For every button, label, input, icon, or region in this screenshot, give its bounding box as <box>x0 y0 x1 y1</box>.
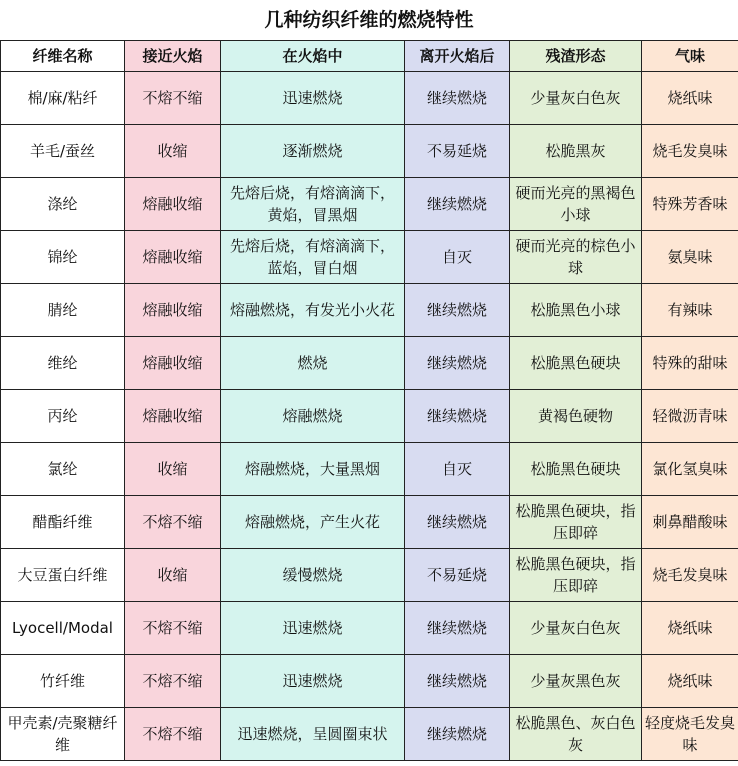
cell-in-flame: 熔融燃烧，产生火花 <box>221 496 405 549</box>
table-row <box>1 496 738 549</box>
table-row <box>1 443 738 496</box>
cell-fiber-name: 竹纤维 <box>1 655 125 708</box>
cell-in-flame: 迅速燃烧 <box>221 602 405 655</box>
cell-in-flame: 逐渐燃烧 <box>221 125 405 178</box>
cell-after-flame: 继续燃烧 <box>405 496 510 549</box>
cell-odor: 轻微沥青味 <box>642 390 738 443</box>
header-after-flame: 离开火焰后 <box>405 41 510 72</box>
table-row <box>1 337 738 390</box>
cell-odor: 烧纸味 <box>642 655 738 708</box>
cell-in-flame: 先熔后烧，有熔滴滴下，蓝焰，冒白烟 <box>221 231 405 284</box>
cell-residue: 黄褐色硬物 <box>510 390 642 443</box>
cell-fiber-name: 涤纶 <box>1 178 125 231</box>
table-row <box>1 178 738 231</box>
cell-after-flame: 继续燃烧 <box>405 655 510 708</box>
cell-after-flame: 自灭 <box>405 443 510 496</box>
cell-near-flame: 不熔不缩 <box>125 708 221 761</box>
cell-residue: 松脆黑色小球 <box>510 284 642 337</box>
header-near-flame: 接近火焰 <box>125 41 221 72</box>
cell-fiber-name: 甲壳素/壳聚糖纤维 <box>1 708 125 761</box>
cell-after-flame: 自灭 <box>405 231 510 284</box>
table-row <box>1 72 738 125</box>
table-row <box>1 549 738 602</box>
cell-odor: 烧毛发臭味 <box>642 125 738 178</box>
cell-near-flame: 不熔不缩 <box>125 72 221 125</box>
cell-fiber-name: 羊毛/蚕丝 <box>1 125 125 178</box>
cell-near-flame: 收缩 <box>125 549 221 602</box>
cell-in-flame: 熔融燃烧，有发光小火花 <box>221 284 405 337</box>
cell-residue: 少量灰黑色灰 <box>510 655 642 708</box>
cell-residue: 硬而光亮的棕色小球 <box>510 231 642 284</box>
cell-fiber-name: 丙纶 <box>1 390 125 443</box>
cell-fiber-name: 醋酯纤维 <box>1 496 125 549</box>
cell-in-flame: 燃烧 <box>221 337 405 390</box>
cell-in-flame: 熔融燃烧 <box>221 390 405 443</box>
table-row <box>1 390 738 443</box>
fiber-burning-table <box>0 40 738 761</box>
cell-in-flame: 迅速燃烧，呈圆圈束状 <box>221 708 405 761</box>
cell-fiber-name: Lyocell/Modal <box>1 602 125 655</box>
cell-after-flame: 不易延烧 <box>405 125 510 178</box>
cell-after-flame: 继续燃烧 <box>405 178 510 231</box>
cell-after-flame: 继续燃烧 <box>405 284 510 337</box>
cell-near-flame: 收缩 <box>125 125 221 178</box>
header-in-flame: 在火焰中 <box>221 41 405 72</box>
table-row <box>1 708 738 761</box>
cell-odor: 特殊的甜味 <box>642 337 738 390</box>
cell-in-flame: 迅速燃烧 <box>221 655 405 708</box>
cell-residue: 少量灰白色灰 <box>510 72 642 125</box>
cell-near-flame: 收缩 <box>125 443 221 496</box>
cell-near-flame: 熔融收缩 <box>125 178 221 231</box>
cell-odor: 轻度烧毛发臭味 <box>642 708 738 761</box>
table-row <box>1 231 738 284</box>
cell-residue: 松脆黑色硬块，指压即碎 <box>510 549 642 602</box>
cell-near-flame: 熔融收缩 <box>125 284 221 337</box>
cell-residue: 硬而光亮的黑褐色小球 <box>510 178 642 231</box>
cell-after-flame: 不易延烧 <box>405 549 510 602</box>
table-row <box>1 125 738 178</box>
cell-fiber-name: 氯纶 <box>1 443 125 496</box>
cell-after-flame: 继续燃烧 <box>405 337 510 390</box>
cell-near-flame: 不熔不缩 <box>125 602 221 655</box>
cell-odor: 有辣味 <box>642 284 738 337</box>
cell-in-flame: 缓慢燃烧 <box>221 549 405 602</box>
cell-residue: 松脆黑色、灰白色灰 <box>510 708 642 761</box>
cell-odor: 氨臭味 <box>642 231 738 284</box>
header-fiber-name: 纤维名称 <box>1 41 125 72</box>
cell-residue: 松脆黑色硬块 <box>510 337 642 390</box>
cell-residue: 松脆黑色硬块 <box>510 443 642 496</box>
cell-odor: 烧纸味 <box>642 72 738 125</box>
cell-in-flame: 熔融燃烧，大量黑烟 <box>221 443 405 496</box>
header-residue: 残渣形态 <box>510 41 642 72</box>
header-odor: 气味 <box>642 41 738 72</box>
cell-odor: 烧毛发臭味 <box>642 549 738 602</box>
cell-after-flame: 继续燃烧 <box>405 708 510 761</box>
cell-after-flame: 继续燃烧 <box>405 72 510 125</box>
cell-in-flame: 迅速燃烧 <box>221 72 405 125</box>
cell-fiber-name: 大豆蛋白纤维 <box>1 549 125 602</box>
cell-fiber-name: 锦纶 <box>1 231 125 284</box>
cell-residue: 少量灰白色灰 <box>510 602 642 655</box>
cell-after-flame: 继续燃烧 <box>405 390 510 443</box>
cell-fiber-name: 腈纶 <box>1 284 125 337</box>
header-row <box>1 41 738 72</box>
cell-odor: 烧纸味 <box>642 602 738 655</box>
cell-odor: 刺鼻醋酸味 <box>642 496 738 549</box>
cell-residue: 松脆黑灰 <box>510 125 642 178</box>
cell-residue: 松脆黑色硬块，指压即碎 <box>510 496 642 549</box>
cell-near-flame: 熔融收缩 <box>125 390 221 443</box>
cell-odor: 特殊芳香味 <box>642 178 738 231</box>
table-title: 几种纺织纤维的燃烧特性 <box>264 9 474 31</box>
cell-after-flame: 继续燃烧 <box>405 602 510 655</box>
cell-fiber-name: 棉/麻/粘纤 <box>1 72 125 125</box>
cell-in-flame: 先熔后烧，有熔滴滴下，黄焰，冒黑烟 <box>221 178 405 231</box>
table-row <box>1 284 738 337</box>
cell-near-flame: 熔融收缩 <box>125 337 221 390</box>
table-row <box>1 602 738 655</box>
cell-fiber-name: 维纶 <box>1 337 125 390</box>
cell-near-flame: 不熔不缩 <box>125 496 221 549</box>
table-row <box>1 655 738 708</box>
cell-near-flame: 熔融收缩 <box>125 231 221 284</box>
cell-odor: 氯化氢臭味 <box>642 443 738 496</box>
cell-near-flame: 不熔不缩 <box>125 655 221 708</box>
